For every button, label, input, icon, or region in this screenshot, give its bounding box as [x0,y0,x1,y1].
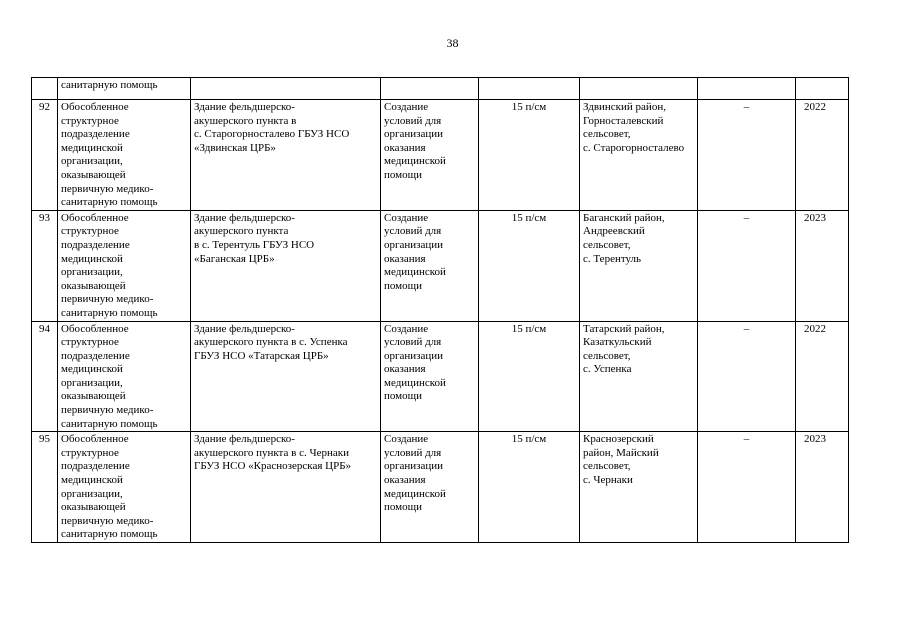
cell-object-name [191,78,381,100]
cell-capacity [479,78,580,100]
cell-dash [698,78,796,100]
cell-number: 95 [32,432,58,543]
cell-location [580,78,698,100]
cell-purpose: Создание условий для организации оказания медицинской помощи [381,100,479,211]
cell-capacity: 15 п/см [479,432,580,543]
cell-object-name: Здание фельдшерско- акушерского пункта в с. Успенка ГБУЗ НСО «Татарская ЦРБ» [191,321,381,432]
table-row [32,321,849,432]
cell-object-name: Здание фельдшерско- акушерского пункта в с. Чернаки ГБУЗ НСО «Краснозерская ЦРБ» [191,432,381,543]
cell-organization-type: Обособленное структурное подразделение медицинской организации, оказывающей первичную медико- санитарную помощь [58,100,191,211]
cell-capacity: 15 п/см [479,210,580,321]
cell-number: 94 [32,321,58,432]
cell-capacity: 15 п/см [479,321,580,432]
cell-year: 2022 [796,100,849,211]
cell-number [32,78,58,100]
cell-number: 92 [32,100,58,211]
cell-object-name: Здание фельдшерско- акушерского пункта в с. Старогорносталево ГБУЗ НСО «Здвинская ЦРБ» [191,100,381,211]
cell-purpose: Создание условий для организации оказания медицинской помощи [381,210,479,321]
table-row [32,432,849,543]
cell-purpose [381,78,479,100]
cell-dash: – [698,432,796,543]
cell-capacity: 15 п/см [479,100,580,211]
cell-object-name: Здание фельдшерско- акушерского пункта в с. Терентуль ГБУЗ НСО «Баганская ЦРБ» [191,210,381,321]
cell-location: Здвинский район, Горносталевский сельсовет, с. Старогорносталево [580,100,698,211]
cell-year: 2022 [796,321,849,432]
facilities-table [31,77,849,543]
cell-year: 2023 [796,210,849,321]
cell-year [796,78,849,100]
cell-location: Краснозерский район, Майский сельсовет, с. Чернаки [580,432,698,543]
page-number: 38 [446,36,459,50]
cell-dash: – [698,321,796,432]
cell-organization-type: Обособленное структурное подразделение медицинской организации, оказывающей первичную медико- санитарную помощь [58,432,191,543]
cell-purpose: Создание условий для организации оказания медицинской помощи [381,432,479,543]
table-row [32,210,849,321]
cell-location: Татарский район, Казаткульский сельсовет, с. Успенка [580,321,698,432]
cell-dash: – [698,100,796,211]
cell-organization-type: санитарную помощь [58,78,191,100]
cell-organization-type: Обособленное структурное подразделение медицинской организации, оказывающей первичную медико- санитарную помощь [58,321,191,432]
cell-location: Баганский район, Андреевский сельсовет, с. Терентуль [580,210,698,321]
cell-dash: – [698,210,796,321]
cell-number: 93 [32,210,58,321]
table-row-continuation [32,78,849,100]
table-row [32,100,849,211]
cell-year: 2023 [796,432,849,543]
cell-organization-type: Обособленное структурное подразделение медицинской организации, оказывающей первичную медико- санитарную помощь [58,210,191,321]
cell-purpose: Создание условий для организации оказания медицинской помощи [381,321,479,432]
